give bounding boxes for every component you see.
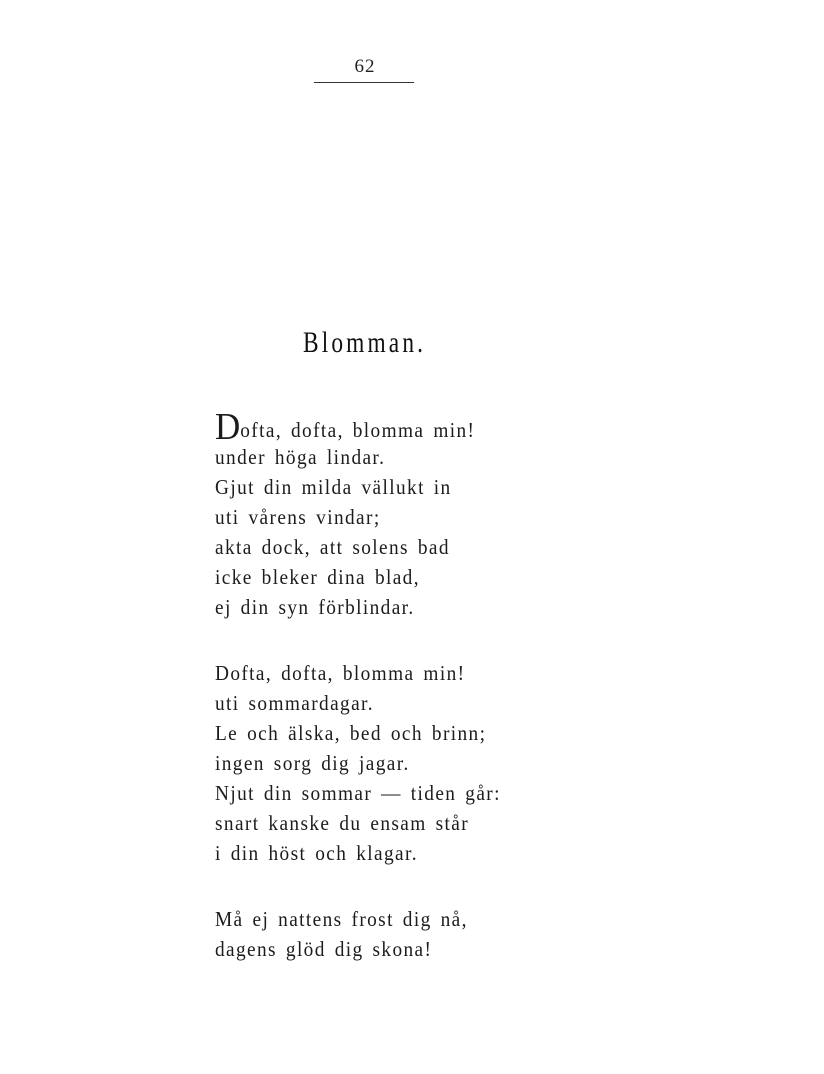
poem-title: Blomman.	[303, 326, 427, 359]
poem-line: Dofta, dofta, blomma min!	[215, 661, 466, 685]
poem-line: Le och älska, bed och brinn;	[215, 721, 487, 745]
drop-cap: D	[215, 406, 241, 448]
poem-line: akta dock, att solens bad	[215, 535, 450, 559]
poem-line: uti vårens vindar;	[215, 505, 381, 529]
poem-line: dagens glöd dig skona!	[215, 937, 433, 961]
poem-line: icke bleker dina blad,	[215, 565, 420, 589]
page-number: 62	[354, 56, 376, 77]
poem-line: i din höst och klagar.	[215, 841, 418, 865]
poem-line: ingen sorg dig jagar.	[215, 751, 410, 775]
poem-line: uti sommardagar.	[215, 691, 374, 715]
first-line-rest: ofta, dofta, blomma min!	[240, 418, 476, 442]
poem-line: Njut din sommar — tiden går:	[215, 781, 501, 805]
poem-line: under höga lindar.	[215, 445, 386, 469]
poem-line	[215, 406, 509, 448]
header-rule	[314, 82, 414, 83]
stanza-2	[215, 658, 535, 868]
stanza-1	[215, 406, 535, 622]
stanza-3	[215, 904, 535, 964]
poem-line: ej din syn förblindar.	[215, 595, 415, 619]
poem-line: Gjut din milda vällukt in	[215, 475, 452, 499]
poem-line: Må ej nattens frost dig nå,	[215, 907, 468, 931]
poem-body	[215, 406, 535, 1000]
poem-line: snart kanske du ensam står	[215, 811, 470, 835]
